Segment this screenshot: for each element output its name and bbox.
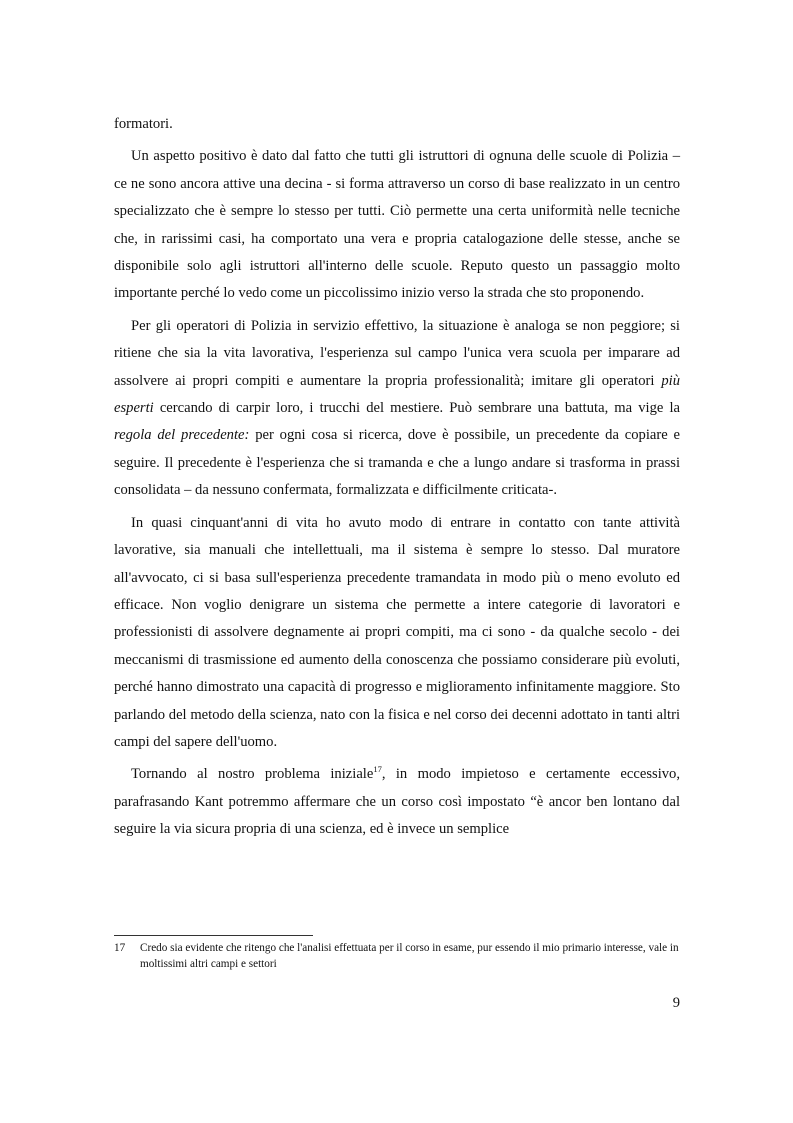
paragraph-2-text-3: per ogni cosa si ricerca, dove è possibile, un precedente da copiare e seguire. Il precedente è l'esperienza che si tramanda e che a lungo andare si trasforma in prassi consolidata – da nessuno confermata, formalizzata e difficilmente criticata-. — [114, 427, 681, 499]
emphasis-piu-esperti: più esperti — [114, 372, 680, 417]
paragraph-2-text-1: Per gli operatori di Polizia in servizio effettivo, la situazione è analoga se non peggiore; si ritiene che sia la vita lavorativa, l'esperienza sul campo l'unica vera scuola per imparare ad assolvere ai propri compiti e aumentare la propria professionalità; imitare gli operatori — [114, 317, 680, 389]
footnote — [114, 941, 680, 972]
body-text — [114, 111, 680, 844]
paragraph-4 — [114, 761, 680, 843]
paragraph-1: Un aspetto positivo è dato dal fatto che tutti gli istruttori di ognuna delle scuole di Polizia – ce ne sono ancora attive una decina - si forma attraverso un corso di base realizzato in un centro specializzato che è sempre lo stesso per tutti. Ciò permette una certa uniformità nelle tecniche che, in rarissimi casi, ha comportato una vera e propria catalogazione delle stesse, anche se disponibile solo agli istruttori all'interno delle scuole. Reputo questo un passaggio molto importante perché lo vedo come un piccolissimo inizio verso la strada che sto proponendo. — [114, 148, 680, 302]
footnote-text: Credo sia evidente che ritengo che l'analisi effettuata per il corso in esame, pur essendo il mio primario interesse, vale in moltissimi altri campi e settori — [140, 942, 679, 970]
paragraph-2 — [114, 313, 680, 505]
emphasis-regola-del-precedente: regola del precedente: — [114, 427, 250, 444]
paragraph-0: formatori. — [114, 116, 173, 132]
footnote-number: 17 — [114, 942, 126, 954]
footnote-separator — [114, 935, 313, 936]
paragraph-4-text-1: Tornando al nostro problema iniziale — [131, 766, 374, 783]
paragraph-4-text-2: , in modo impietoso e certamente eccessivo, parafrasando Kant potremmo affermare che un corso così impostato “è ancor ben lontano dal seguire la via sicura propria di una scienza, ed è invece un semplice — [114, 766, 681, 838]
paragraph-2-text-2: cercando di carpir loro, i trucchi del mestiere. Può sembrare una battuta, ma vige la — [153, 400, 680, 417]
page-number: 9 — [672, 995, 680, 1011]
paragraph-3: In quasi cinquant'anni di vita ho avuto modo di entrare in contatto con tante attività lavorative, sia manuali che intellettuali, ma il sistema è sempre lo stesso. Dal muratore all'avvocato, ci si basa sull'esperienza precedente tramandata in modo più o meno evoluto ed efficace. Non voglio denigrare un sistema che permette a intere categorie di lavoratori e professionisti di assolvere degnamente ai propri compiti, ma ci sono - da qualche secolo - dei meccanismi di trasmissione ed aumento della conoscenza che possiamo considerare più evoluti, perché hanno dimostrato una capacità di progresso e miglioramento infinitamente maggiore. Sto parlando del metodo della scienza, nato con la fisica e nel corso dei decenni adottato in tanti altri campi del sapere dell'uomo. — [114, 514, 680, 750]
footnote-reference[interactable]: 17 — [373, 764, 382, 775]
